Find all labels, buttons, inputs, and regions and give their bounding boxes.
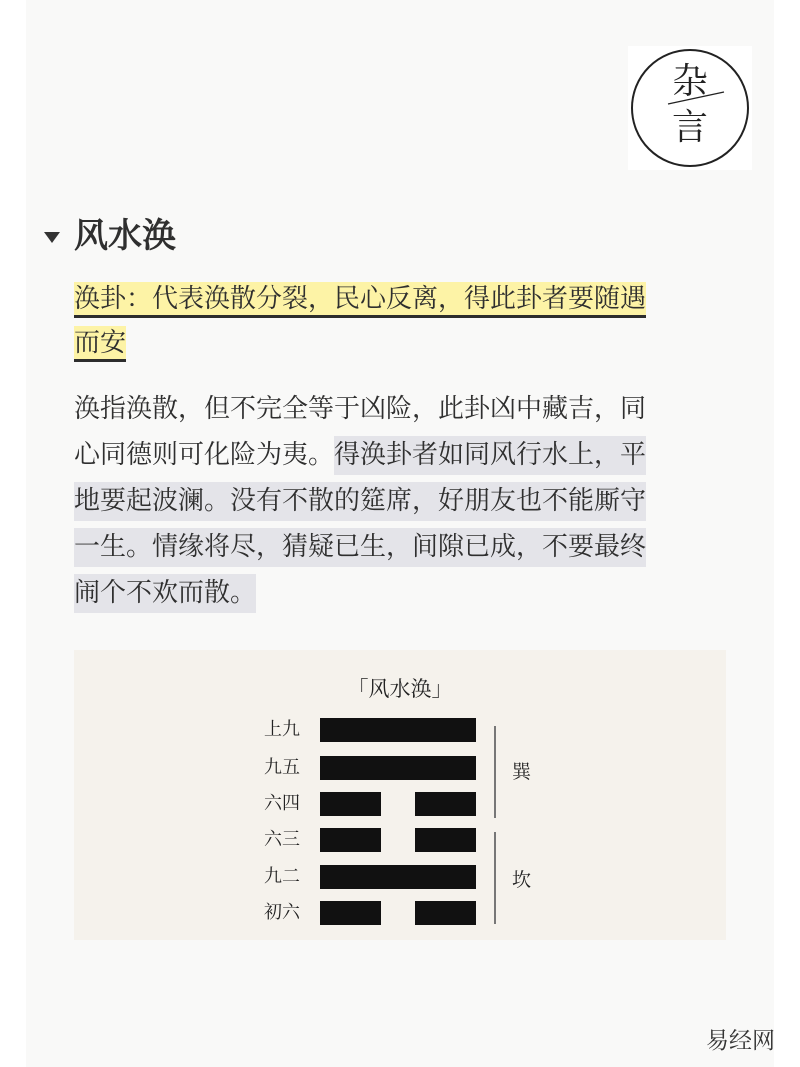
yin-line-right-segment: [415, 828, 476, 852]
yin-line-right-segment: [415, 792, 476, 816]
paragraph-line-2-plain: 心同德则可化险为夷。: [74, 440, 335, 470]
paragraph-line-2: [74, 432, 724, 478]
yao-label: 六三: [264, 829, 300, 850]
highlight-line-2: 而安: [74, 326, 126, 362]
yin-line-left-segment: [320, 792, 381, 816]
yao-label: 九五: [264, 757, 300, 778]
zayan-logo: [628, 46, 752, 170]
hexagram-diagram: [74, 650, 726, 940]
yin-line-left-segment: [320, 828, 381, 852]
description-paragraph: [74, 386, 724, 616]
watermark-text: 易经网: [706, 1028, 775, 1054]
paragraph-line-4: [74, 524, 724, 570]
paragraph-line-3: [74, 478, 724, 524]
logo-char-2: 言: [671, 107, 708, 148]
yin-line-left-segment: [320, 901, 381, 925]
paragraph-line-5-highlight: 闹个不欢而散。: [74, 574, 256, 613]
yao-label: 九二: [264, 866, 300, 887]
highlighted-summary: [74, 277, 720, 365]
highlight-line-1: 涣卦：代表涣散分裂，民心反离，得此卦者要随遇: [74, 282, 646, 318]
yin-line-right-segment: [415, 901, 476, 925]
logo-char-1: 杂: [671, 61, 708, 102]
yao-label: 上九: [264, 719, 300, 740]
yang-line: [320, 718, 476, 742]
upper-trigram-label: 巽: [512, 761, 532, 783]
paragraph-line-2-highlight: 得涣卦者如同风行水上，平: [334, 436, 646, 475]
yao-label: 六四: [264, 793, 300, 814]
lower-trigram-label: 坎: [512, 869, 532, 891]
upper-trigram-bracket: [494, 726, 496, 818]
yang-line: [320, 756, 476, 780]
paragraph-line-5: [74, 570, 724, 616]
paragraph-line-1: 涣指涣散，但不完全等于凶险，此卦凶中藏吉，同: [74, 394, 647, 424]
section-title: 风水涣: [74, 216, 176, 256]
paragraph-line-3-highlight: 地要起波澜。没有不散的筵席，好朋友也不能厮守: [74, 482, 646, 521]
yao-label: 初六: [264, 902, 300, 923]
paragraph-line-4-highlight: 一生。情缘将尽，猜疑已生，间隙已成，不要最终: [74, 528, 646, 567]
yang-line: [320, 865, 476, 889]
hexagram-title: 「风水涣」: [347, 677, 453, 701]
lower-trigram-bracket: [494, 832, 496, 924]
caret-down-icon[interactable]: [44, 232, 60, 243]
